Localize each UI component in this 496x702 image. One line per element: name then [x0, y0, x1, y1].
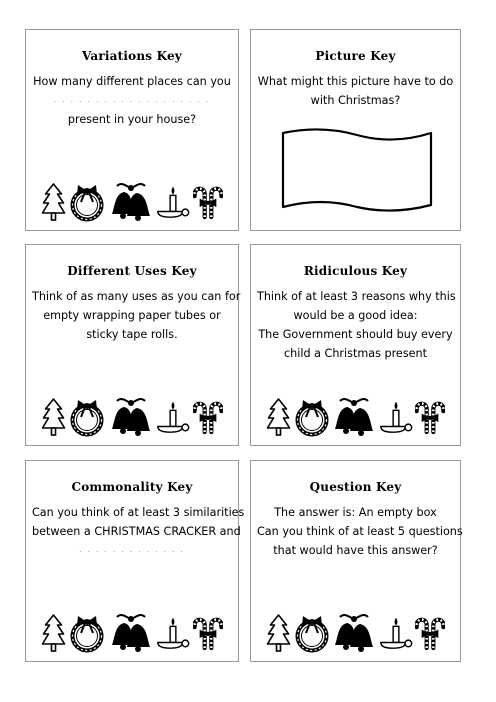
wreath-icon — [292, 613, 332, 653]
card-body — [257, 287, 454, 363]
card-title: Variations Key — [82, 49, 182, 63]
card-variations-key — [25, 29, 239, 231]
christmas-icons-row — [266, 397, 445, 437]
candle-icon — [377, 613, 415, 653]
card-text-line: Think of at least 3 reasons why this — [257, 290, 456, 303]
candy-canes-icon — [415, 613, 445, 653]
candle-icon — [154, 613, 192, 653]
candy-canes-icon — [193, 613, 223, 653]
card-text-line: The Government should buy every — [258, 328, 453, 341]
card-text-line: sticky tape rolls. — [86, 328, 178, 341]
christmas-icons-row — [41, 397, 223, 437]
christmas-icons-row — [266, 613, 445, 653]
card-text-line: empty wrapping paper tubes or — [43, 309, 221, 322]
card-picture-key — [250, 29, 461, 231]
card-text-line: Think of as many uses as you can for — [32, 290, 241, 303]
christmas-tree-icon — [266, 397, 291, 437]
card-question-key — [250, 460, 461, 662]
christmas-tree-icon — [41, 397, 66, 437]
wreath-icon — [67, 182, 107, 222]
card-text-line: How many different places can you — [33, 75, 231, 88]
card-body — [32, 72, 232, 129]
christmas-icons-row — [41, 182, 223, 222]
candle-icon — [154, 182, 192, 222]
wreath-icon — [67, 397, 107, 437]
candle-icon — [377, 397, 415, 437]
wreath-icon — [67, 613, 107, 653]
card-commonality-key — [25, 460, 245, 662]
candle-icon — [154, 397, 192, 437]
card-title: Picture Key — [315, 49, 396, 63]
scroll-picture — [281, 127, 435, 217]
bells-icon — [109, 397, 153, 437]
card-title: Question Key — [309, 480, 402, 494]
card-text-line: Can you think of at least 5 questions — [257, 525, 463, 538]
bells-icon — [332, 397, 376, 437]
card-text-line: would be a good idea: — [293, 309, 418, 322]
card-text-line: between a CHRISTMAS CRACKER and — [32, 525, 241, 538]
candy-canes-icon — [415, 397, 445, 437]
card-title: Commonality Key — [71, 480, 193, 494]
card-text-line: What might this picture have to do — [257, 75, 454, 88]
christmas-icons-row — [41, 613, 223, 653]
fill-in-blank: . . . . . . . . . . . . . . . . . . . — [53, 96, 211, 104]
card-body — [257, 503, 463, 560]
card-text-line: present in your house? — [67, 113, 197, 126]
christmas-tree-icon — [266, 613, 291, 653]
christmas-tree-icon — [41, 182, 66, 222]
bells-icon — [109, 182, 153, 222]
card-text-line: with Christmas? — [310, 94, 401, 107]
card-text-line: The answer is: An empty box — [274, 506, 437, 519]
card-text-line: child a Christmas present — [283, 347, 428, 360]
bells-icon — [109, 613, 153, 653]
card-text-line: Can you think of at least 3 similarities — [32, 506, 245, 519]
card-body — [32, 287, 241, 344]
card-text-line: that would have this answer? — [273, 544, 438, 557]
christmas-tree-icon — [41, 613, 66, 653]
fill-in-blank: . . . . . . . . . . . . . — [79, 546, 185, 554]
candy-canes-icon — [193, 397, 223, 437]
bells-icon — [332, 613, 376, 653]
card-title: Ridiculous Key — [303, 264, 408, 278]
card-title: Different Uses Key — [67, 264, 197, 278]
candy-canes-icon — [193, 182, 223, 222]
card-body — [32, 503, 245, 560]
wreath-icon — [292, 397, 332, 437]
card-ridiculous-key — [250, 244, 461, 446]
card-body — [257, 72, 454, 110]
card-different-uses-key — [25, 244, 239, 446]
